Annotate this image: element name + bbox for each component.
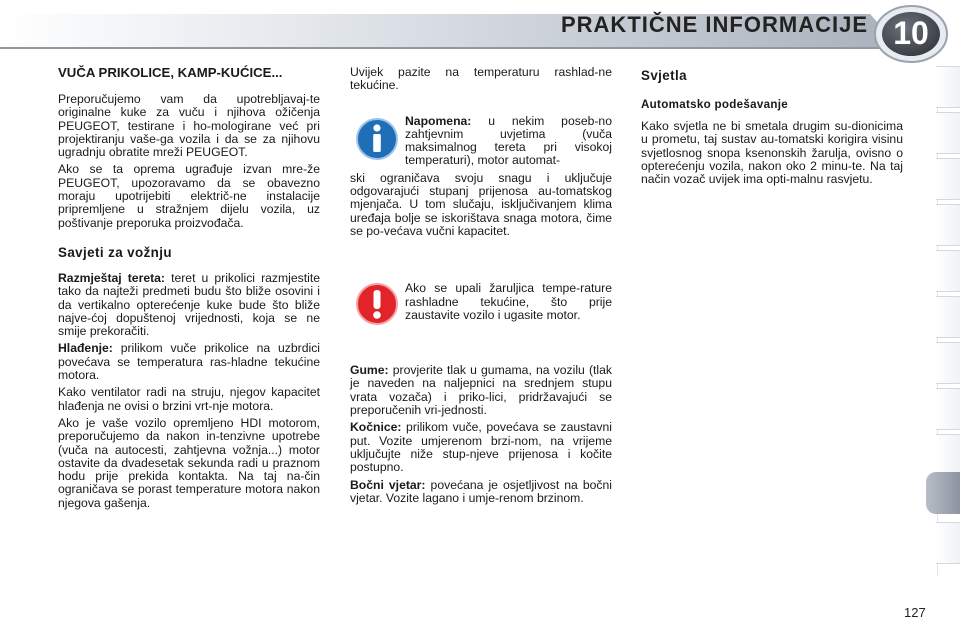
crosswind-paragraph bbox=[350, 479, 612, 506]
brakes-label: Kočnice: bbox=[350, 420, 402, 435]
section-heading-driving-tips: Savjeti za vožnju bbox=[58, 244, 172, 260]
tyres-paragraph bbox=[350, 364, 612, 417]
subheading-automatic-adjustment: Automatsko podešavanje bbox=[641, 98, 789, 111]
warning-text: Ako se upali žaruljica tempe-rature rashladne tekućine, što prije zaustavite vozilo i ugasite motor. bbox=[405, 281, 612, 322]
cooling-label: Hlađenje: bbox=[58, 341, 113, 356]
cooling-text: prilikom vuče prikolice na uzbrdici povećava se temperatura ras-hladne tekućine motora. bbox=[58, 341, 320, 383]
exclamation-icon bbox=[355, 282, 399, 326]
warning-note bbox=[350, 282, 612, 322]
chapter-tab[interactable] bbox=[936, 434, 960, 476]
note-continued-text: ski ograničava svoju snagu i uključuje odgovarajući stupanj prijenosa au-tomatskog mjenjača. U tom slučaju, isključivanjem klima uređaja bolje se iskorištava snaga motora, čime se po-većava vučni kapacitet. bbox=[350, 170, 612, 238]
cooling-paragraph bbox=[58, 342, 320, 382]
load-label: Razmještaj tereta: bbox=[58, 270, 165, 285]
brakes-text: prilikom vuče, povećava se zaustavni put. Vozite umjerenom brzi-nom, na vrijeme uključujte niže stup-njeve prijenosa i kočite postupno. bbox=[350, 420, 612, 475]
section-heading-lights: Svjetla bbox=[641, 68, 687, 83]
column-lights bbox=[641, 66, 903, 190]
note-indented-text bbox=[405, 115, 612, 168]
page-number: 127 bbox=[904, 605, 926, 620]
intro-paragraph-2: Ako se ta oprema ugrađuje izvan mre-že PEUGEOT, upozoravamo da se obavezno moraju upotrijebiti električ-ne instalacije pripremljene u stražnjem dijelu vozila, uz poštivanje preporuka proizvođača. bbox=[58, 162, 320, 230]
load-paragraph bbox=[58, 272, 320, 338]
crosswind-label: Bočni vjetar: bbox=[350, 477, 426, 492]
info-note bbox=[350, 115, 612, 239]
chapter-tab[interactable] bbox=[936, 158, 960, 200]
chapter-tab[interactable] bbox=[936, 250, 960, 292]
chapter-tab[interactable] bbox=[936, 388, 960, 430]
chapter-tab[interactable] bbox=[936, 342, 960, 384]
temperature-paragraph: Uvijek pazite na temperaturu rashlad-ne tekućine. bbox=[350, 65, 612, 93]
chapter-tab[interactable] bbox=[936, 522, 960, 564]
note-text: u nekim poseb-no zahtjevnim uvjetima (vuča maksimalnog tereta pri visokoj temperaturi), motor automat- bbox=[405, 113, 612, 168]
load-text: teret u prikolici razmjestite tako da najteži predmeti budu što bliže osovini i da vertikalno opterećenje kuke bude što bliže najve-ćoj dopuštenoj vrijednosti, koja se ne smije prekoračiti. bbox=[58, 270, 320, 339]
chapter-tab[interactable] bbox=[936, 204, 960, 246]
crosswind-text: povećana je osjetljivost na bočni vjetar. Vozite lagano i umje-renom brzinom. bbox=[350, 477, 613, 505]
column-towing bbox=[58, 66, 320, 514]
tyres-label: Gume: bbox=[350, 363, 389, 378]
chapter-tabs bbox=[926, 66, 960, 576]
page-title: PRAKTIČNE INFORMACIJE bbox=[560, 12, 868, 37]
note-label: Napomena: bbox=[405, 113, 472, 128]
chapter-tab[interactable] bbox=[936, 296, 960, 338]
brakes-paragraph bbox=[350, 421, 612, 474]
fan-paragraph: Kako ventilator radi na struju, njegov kapacitet hlađenja ne ovisi o brzini vrt-nje motora. bbox=[58, 385, 320, 413]
column-towing-continued bbox=[350, 66, 612, 509]
section-heading-towing: VUČA PRIKOLICE, KAMP-KUĆICE... bbox=[58, 65, 283, 80]
chapter-number-badge: 10 bbox=[893, 15, 929, 51]
tyres-text: provjerite tlak u gumama, na vozilu (tlak je naveden na naljepnici na srednjem stupu vrata vozača) i priko-lici, pridržavajući se preporučenih vri-jednosti. bbox=[350, 363, 612, 418]
chapter-tab-active[interactable] bbox=[926, 472, 960, 514]
info-icon bbox=[355, 117, 399, 161]
chapter-tab[interactable] bbox=[936, 112, 960, 154]
intro-paragraph-1: Preporučujemo vam da upotrebljavaj-te originalne kuke za vuču i njihova ožičenja PEUGEOT, testirane i ho-mologirane već pri projektiranju vaše-ga vozila i da se za njihovu ugradnju obratite mreži PEUGEOT. bbox=[58, 92, 320, 160]
chapter-tab[interactable] bbox=[936, 66, 960, 108]
page-header bbox=[0, 0, 960, 64]
hdi-paragraph: Ako je vaše vozilo opremljeno HDI motorom, preporučujemo da nakon in-tenzivne upotrebe (vuča na autocesti, zahtjevna vožnja...) motor ostavite da dvadesetak sekunda radi u praznom hodu prije prekida kontakta. Na taj na-čin ograničava se porast temperature motora nakon njegova gašenja. bbox=[58, 415, 320, 510]
lights-paragraph: Kako svjetla ne bi smetala drugim su-dionicima u prometu, taj sustav au-tomatski korigira visinu svjetlosnog snopa ksenonskih žarulja, ovisno o opterećenju vozila, nakon oko 2 minu-te. Na taj način vozač uvijek ima opti-malnu rasvjetu. bbox=[641, 119, 903, 187]
